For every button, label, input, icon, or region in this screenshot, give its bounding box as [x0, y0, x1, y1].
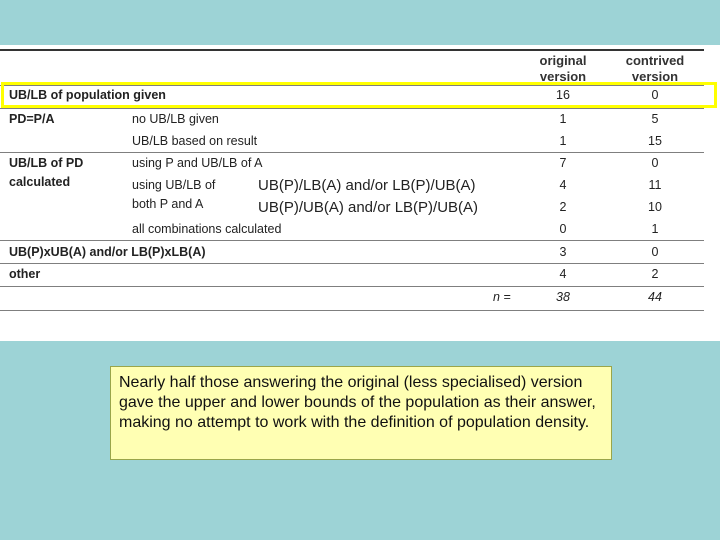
row-product-contr: 0 — [651, 245, 659, 259]
row-noub-orig: 1 — [559, 112, 567, 126]
row-usingub2-contr: 10 — [648, 200, 662, 214]
row-calc-label1: UB/LB of PD — [9, 156, 84, 170]
highlight-box — [1, 82, 717, 108]
rule — [0, 108, 704, 109]
row-usingub1-label: using UB/LB of — [132, 178, 216, 192]
row-usingp-contr: 0 — [651, 156, 659, 170]
row-usingub1-orig: 4 — [559, 178, 567, 192]
header-contrived: contrived version — [625, 53, 685, 84]
row-total-contr: 44 — [648, 290, 662, 304]
row-usingub2-formula: UB(P)/UB(A) and/or LB(P)/UB(A) — [258, 199, 479, 216]
row-given-orig: 16 — [556, 88, 570, 102]
row-based-contr: 15 — [648, 134, 662, 148]
row-usingub1-contr: 11 — [648, 178, 662, 192]
table-top-rule — [0, 49, 704, 51]
row-based-orig: 1 — [559, 134, 567, 148]
rule — [0, 152, 704, 153]
row-usingub1-formula: UB(P)/LB(A) and/or LB(P)/UB(A) — [258, 177, 476, 194]
rule — [0, 240, 704, 241]
row-usingub2-orig: 2 — [559, 200, 567, 214]
rule — [0, 263, 704, 264]
row-total-orig: 38 — [556, 290, 570, 304]
row-other-label: other — [9, 267, 41, 281]
row-allcomb-label: all combinations calculated — [132, 222, 282, 236]
row-noub-contr: 5 — [651, 112, 659, 126]
table-bottom-rule — [0, 310, 704, 311]
row-usingub2-label: both P and A — [132, 197, 204, 211]
row-allcomb-contr: 1 — [651, 222, 659, 236]
row-usingp-label: using P and UB/LB of A — [132, 156, 263, 170]
row-allcomb-orig: 0 — [559, 222, 567, 236]
row-given-contr: 0 — [651, 88, 659, 102]
rule — [0, 286, 704, 287]
note-box: Nearly half those answering the original (less specialised) version gave the upper and lower bounds of the population as their answer, making no attempt to work with the definition of population density. — [110, 366, 612, 460]
row-other-orig: 4 — [559, 267, 567, 281]
row-noub-label: no UB/LB given — [132, 112, 219, 126]
row-product-orig: 3 — [559, 245, 567, 259]
row-total-label: n = — [493, 290, 511, 304]
row-product-label: UB(P)xUB(A) and/or LB(P)xLB(A) — [9, 245, 206, 259]
row-pd-label: PD=P/A — [9, 112, 55, 126]
row-calc-label2: calculated — [9, 175, 71, 189]
header-original: original version — [539, 53, 587, 84]
row-given-label: UB/LB of population given — [9, 88, 166, 102]
row-other-contr: 2 — [651, 267, 659, 281]
row-based-label: UB/LB based on result — [132, 134, 258, 148]
row-usingp-orig: 7 — [559, 156, 567, 170]
